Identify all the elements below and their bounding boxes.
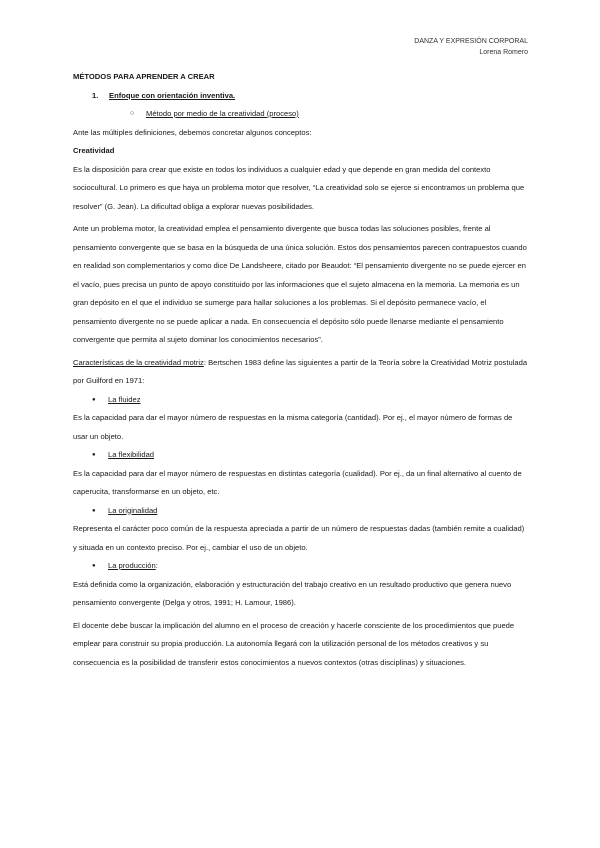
sub-item-1 xyxy=(73,105,528,124)
produccion-label-wrap xyxy=(108,557,158,576)
bullet-icon: ● xyxy=(92,507,96,514)
produccion-colon: : xyxy=(155,561,158,570)
originalidad-text: Representa el carácter poco común de la respuesta apreciada a partir de un número de respuestas dadas (también remite a cualidad) y situada en un contexto preciso. Por ej., cambiar el uso de un objeto. xyxy=(73,524,525,552)
document-body xyxy=(73,68,528,672)
bullet-produccion xyxy=(73,557,528,576)
produccion-label: La producción xyxy=(108,561,156,570)
item-number: 1. xyxy=(92,90,99,100)
intro-paragraph: Ante las múltiples definiciones, debemos concretar algunos conceptos: xyxy=(73,127,312,137)
numbered-item-1 xyxy=(73,87,528,106)
header-author: Lorena Romero xyxy=(479,49,528,56)
flexibilidad-text: Es la capacidad para dar el mayor número de respuestas en distintas categoría (cualidad). Por ej., da un final alternativo al cuento de caperucita, transformarse en un objeto, etc. xyxy=(73,468,522,496)
document-title: MÉTODOS PARA APRENDER A CREAR xyxy=(73,72,215,81)
page-header xyxy=(414,36,528,58)
caracteristicas-paragraph xyxy=(73,354,528,391)
bullet-originalidad xyxy=(73,502,528,521)
bullet-icon: ● xyxy=(92,452,96,458)
paragraph-1: Es la disposición para crear que existe en todos los individuos a cualquier edad y que depende en gran medida del contexto sociocultural. Lo primero es que haya un problema motor que resolver, “La creatividad solo se ejerce si encontramos un problema que resolver” (G. Jean). La dificultad obliga a explorar nuevas posibilidades. xyxy=(73,164,525,211)
caracteristicas-label: Características de la creatividad motriz xyxy=(73,357,204,367)
caracteristicas-text: : Bertschen 1983 define las siguientes a partir de la Teoría sobre la Creatividad Motriz postulada por Guilford en 1971: xyxy=(73,357,528,385)
bullet-icon: ● xyxy=(92,396,96,403)
flexibilidad-label: La flexibilidad xyxy=(108,450,155,459)
originalidad-label: La originalidad xyxy=(108,505,158,515)
bullet-fluidez xyxy=(73,391,528,410)
final-paragraph: El docente debe buscar la implicación del alumno en el proceso de creación y hacerle consciente de los procedimientos que puede emplear para construir su propia producción. La autonomía llegará con la utilización personal de los métodos creativos y su consecuencia es la posibilidad de transferir estos conocimientos a nuevos contextos (otras disciplinas) y situaciones. xyxy=(73,620,515,667)
fluidez-label: La fluidez xyxy=(108,394,141,404)
header-subject: DANZA Y EXPRESIÓN CORPORAL xyxy=(414,38,528,45)
bullet-flexibilidad xyxy=(73,446,528,465)
circle-bullet-icon: ○ xyxy=(130,110,135,117)
produccion-text: Está definida como la organización, elaboración y estructuración del trabajo creativo en un resultado productivo que genera nuevo pensamiento convergente (Delga y otros, 1991; H. Lamour, 1986). xyxy=(73,579,512,607)
fluidez-text: Es la capacidad para dar el mayor número de respuestas en la misma categoría (cantidad). Por ej., el mayor número de formas de usar un objeto. xyxy=(73,413,513,441)
creatividad-heading: Creatividad xyxy=(73,146,115,155)
paragraph-2: Ante un problema motor, la creatividad emplea el pensamiento divergente que busca todas las soluciones posibles, frente al pensamiento convergente que se basa en la búsqueda de una única solución. Estos dos pensamientos parecen contrapuestos cuando en realidad son complementarios y como dice De Landsheere, citado por Beaudot: “El pensamiento divergente no se puede ejercer en el vacío, pues precisa un punto de apoyo constituido por las informaciones que el sujeto almacena en la memoria. La memoria es un gran depósito en el que el individuo se sumerge para hallar soluciones a los problemas. Si el depósito permanece vacío, el pensamiento divergente no se puede aplicar a nada. En consecuencia el depósito sólo puede llenarse mediante el pensamiento convergente que permita al sujeto dominar los conocimientos necesarios”. xyxy=(73,224,527,344)
bullet-icon: ● xyxy=(92,563,96,569)
item-text: Enfoque con orientación inventiva. xyxy=(109,90,236,100)
sub-item-text: Método por medio de la creatividad (proceso) xyxy=(146,109,299,118)
